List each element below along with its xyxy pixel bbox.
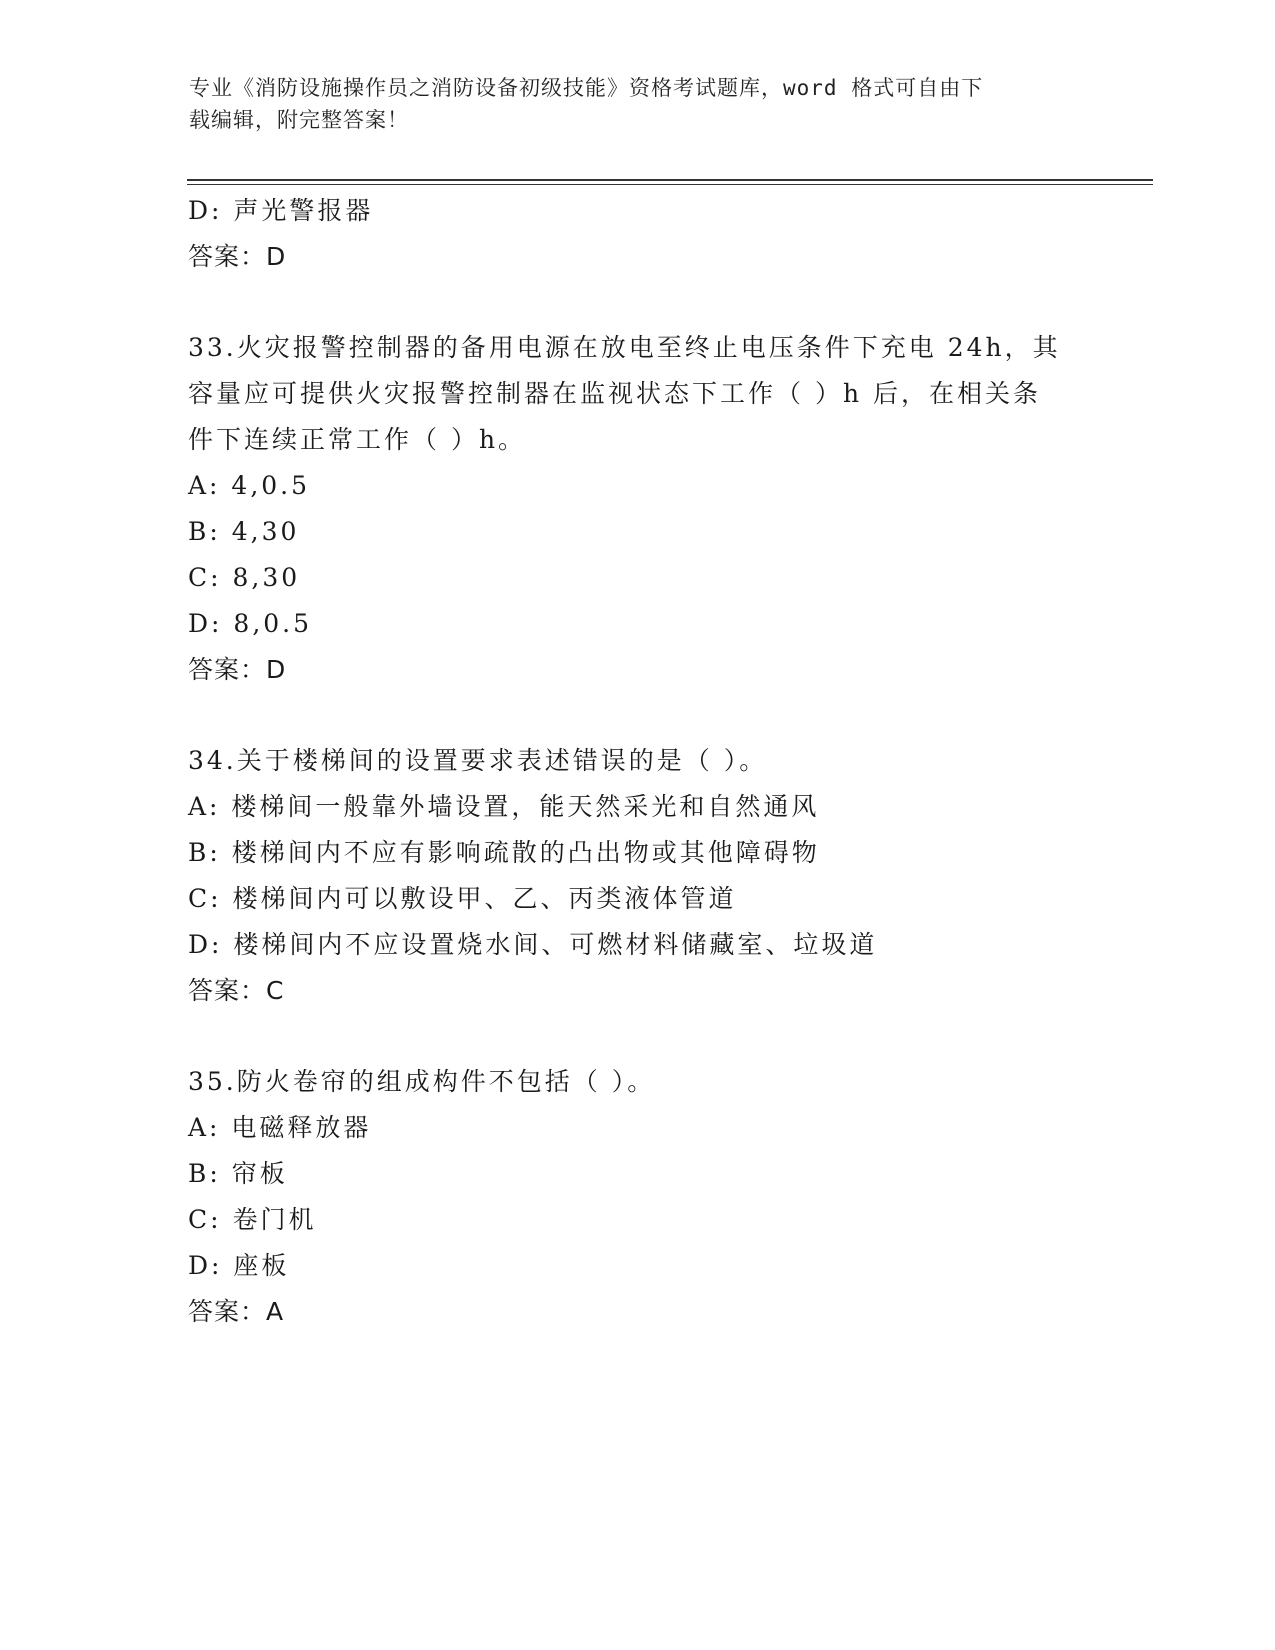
option-c: C: 卷门机 xyxy=(188,1205,317,1234)
spacer xyxy=(188,693,1088,738)
option-b: B: 帘板 xyxy=(188,1159,288,1188)
document-header xyxy=(189,72,1089,136)
question-33 xyxy=(188,325,1088,693)
question-35 xyxy=(188,1059,1088,1335)
option-a: A: 楼梯间一般靠外墙设置，能天然采光和自然通风 xyxy=(188,792,820,821)
option-a: A: 电磁释放器 xyxy=(188,1113,372,1142)
answer-line: 答案：A xyxy=(188,1297,285,1326)
header-line-1: 专业《消防设施操作员之消防设备初级技能》资格考试题库，word 格式可自由下 xyxy=(189,76,984,100)
option-a: A: 4,0.5 xyxy=(188,471,311,500)
option-b: B: 楼梯间内不应有影响疏散的凸出物或其他障碍物 xyxy=(188,838,820,867)
option-b: B: 4,30 xyxy=(188,517,300,546)
question-fragment xyxy=(188,188,1088,280)
spacer xyxy=(188,280,1088,325)
answer-line: 答案：C xyxy=(188,976,285,1005)
question-stem-line: 容量应可提供火灾报警控制器在监视状态下工作（ ）h 后，在相关条 xyxy=(188,379,1041,408)
question-34 xyxy=(188,738,1088,1014)
option-d: D: 声光警报器 xyxy=(188,196,374,225)
answer-line: 答案：D xyxy=(188,655,287,684)
option-d: D: 座板 xyxy=(188,1251,290,1280)
answer-line: 答案：D xyxy=(188,242,287,271)
header-line-2: 载编辑，附完整答案！ xyxy=(189,108,409,132)
option-c: C: 楼梯间内可以敷设甲、乙、丙类液体管道 xyxy=(188,884,737,913)
question-stem-line: 35.防火卷帘的组成构件不包括（ ）。 xyxy=(188,1067,656,1096)
question-stem-line: 件下连续正常工作（ ）h。 xyxy=(188,425,527,454)
header-divider-thick xyxy=(187,179,1153,181)
spacer xyxy=(188,1014,1088,1059)
option-d: D: 楼梯间内不应设置烧水间、可燃材料储藏室、垃圾道 xyxy=(188,930,878,959)
option-c: C: 8,30 xyxy=(188,563,301,592)
question-list xyxy=(188,188,1088,1335)
header-divider-thin xyxy=(187,184,1153,185)
question-stem-line: 34.关于楼梯间的设置要求表述错误的是（ ）。 xyxy=(188,746,768,775)
question-stem-line: 33.火灾报警控制器的备用电源在放电至终止电压条件下充电 24h，其 xyxy=(188,333,1061,362)
option-d: D: 8,0.5 xyxy=(188,609,313,638)
